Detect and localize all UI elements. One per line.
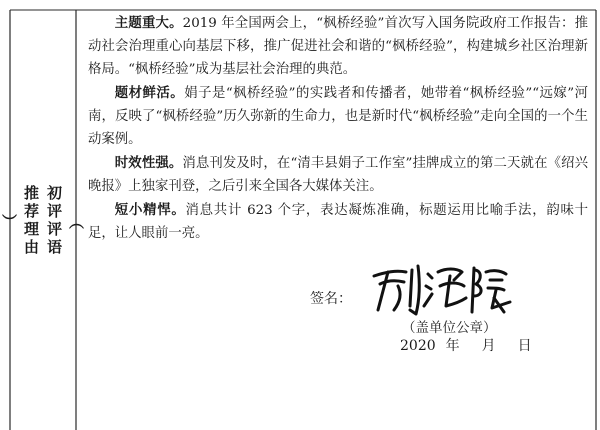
paragraph-body: 消息共计 623 个字，表达凝炼准确，标题运用比喻手法，韵味十足，让人眼前一亮。 <box>88 203 589 241</box>
paragraph-subject <box>88 82 588 151</box>
side-label-column-2: 推荐理由 <box>22 185 40 257</box>
side-label-paren-open: （ <box>67 213 85 229</box>
date-year-unit: 年 <box>445 338 460 354</box>
paragraph-heading: 短小精悍。 <box>114 202 186 218</box>
paragraph-brevity <box>88 199 588 245</box>
side-label-paren-close: ） <box>0 213 18 229</box>
signature-label: 签名： <box>310 291 352 307</box>
paragraph-heading: 时效性强。 <box>114 155 183 171</box>
side-label <box>0 12 85 430</box>
paragraph-theme <box>88 12 588 81</box>
seal-note: （盖单位公章） <box>402 320 497 336</box>
paragraph-body: 娟子是“枫桥经验”的实践者和传播者，她带着“枫桥经验”“远嫁”河南，反映了“枫桥经验”历久弥新的生命力，也是新时代“枫桥经验”走向全国的一个生动案例。 <box>88 86 589 147</box>
paragraph-body: 消息刊发及时，在“清丰县娟子工作室”挂牌成立的第二天就在《绍兴晚报》上独家刊登，之后引来全国各大媒体关注。 <box>88 156 588 194</box>
paragraph-timeliness <box>88 152 588 198</box>
paragraph-body: 2019 年全国两会上，“枫桥经验”首次写入国务院政府工作报告：推动社会治理重心向基层下移，推广促进社会和谐的“枫桥经验”，构建城乡社区治理新格局。“枫桥经验”成为基层社会治理的典范。 <box>88 16 588 77</box>
evaluation-text <box>88 12 588 246</box>
date-month-unit: 月 <box>481 338 496 354</box>
date-line <box>400 335 542 355</box>
paragraph-heading: 题材鲜活。 <box>114 85 185 101</box>
side-label-column-1: 初评评语 <box>45 185 63 257</box>
paragraph-heading: 主题重大。 <box>114 15 183 31</box>
handwritten-signature <box>366 258 516 320</box>
date-year-value: 2020 <box>400 338 436 354</box>
date-day-unit: 日 <box>517 338 532 354</box>
